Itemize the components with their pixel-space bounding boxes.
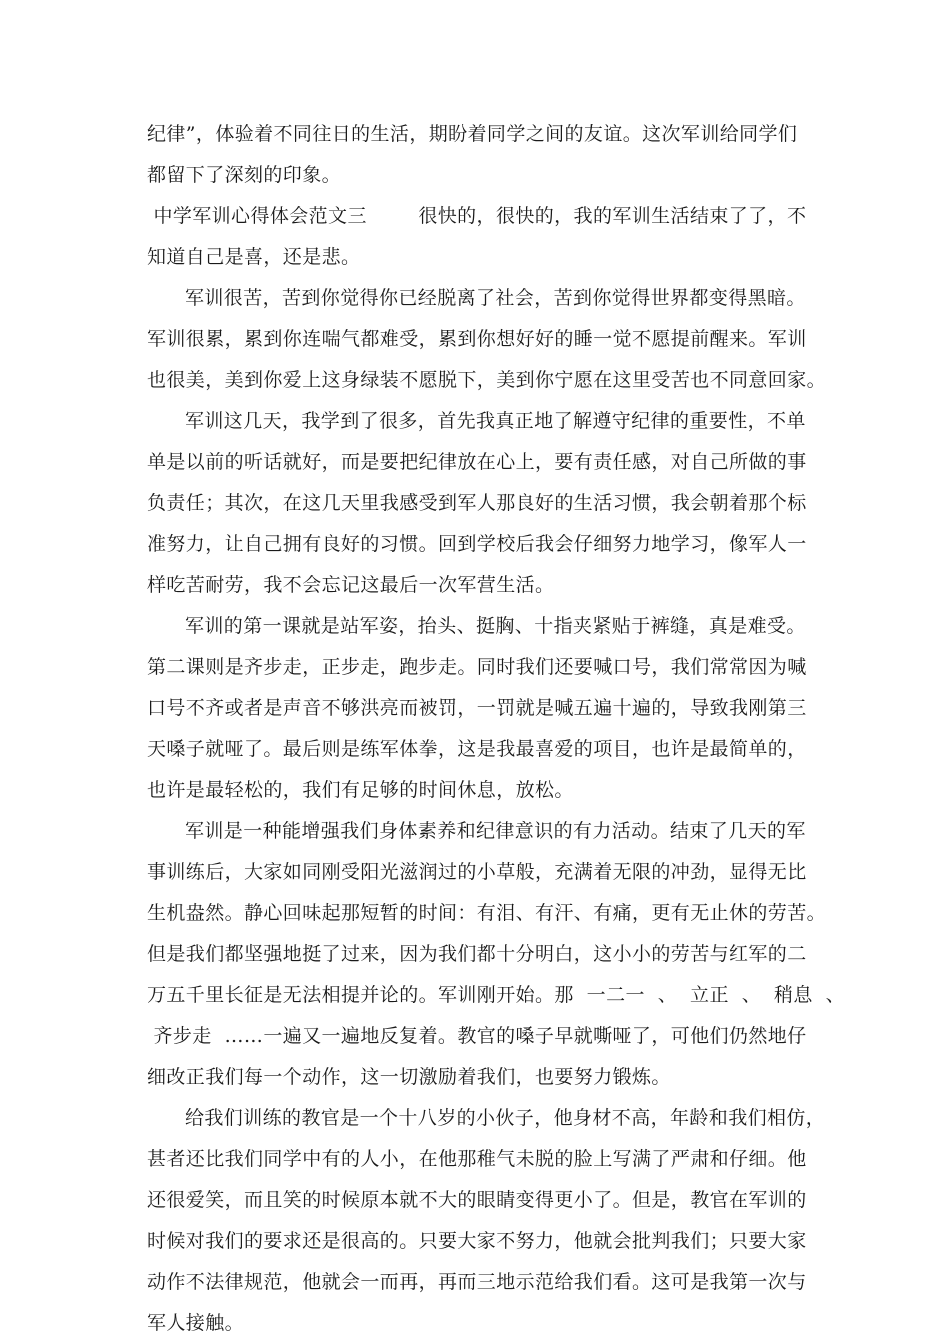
text-line: 也许是最轻松的，我们有足够的时间休息，放松。 [147,779,574,801]
text-line: 但是我们都坚强地挺了过来，因为我们都十分明白，这小小的劳苦与红军的二 [147,943,807,965]
paragraph-start-line: 军训很苦，苦到你觉得你已经脱离了社会，苦到你觉得世界都变得黑暗。 [185,287,806,309]
text-line: 万五千里长征是无法相提并论的。军训刚开始。那 一二一 、 立正 、 稍息 、 [147,984,846,1006]
section-heading-line: 中学军训心得体会范文三 很快的，很快的，我的军训生活结束了了，不 [147,205,807,227]
text-line: 甚者还比我们同学中有的人小，在他那稚气未脱的脸上写满了严肃和仔细。他 [147,1148,807,1170]
text-line: 军训很累，累到你连喘气都难受，累到你想好好的睡一觉不愿提前醒来。军训 [147,328,807,350]
text-line: 还很爱笑，而且笑的时候原本就不大的眼睛变得更小了。但是，教官在军训的 [147,1189,807,1211]
text-line: 知道自己是喜，还是悲。 [147,246,361,268]
text-line: 纪律”，体验着不同往日的生活，期盼着同学之间的友谊。这次军训给同学们 [147,123,798,145]
text-line: 军人接触。 [147,1312,245,1334]
body-text [147,114,846,1344]
text-line: 口号不齐或者是声音不够洪亮而被罚，一罚就是喊五遍十遍的，导致我刚第三 [147,697,807,719]
text-line: 准努力，让自己拥有良好的习惯。回到学校后我会仔细努力地学习，像军人一 [147,533,807,555]
text-line: 单是以前的听话就好，而是要把纪律放在心上，要有责任感，对自己所做的事 [147,451,807,473]
paragraph-start-line: 军训是一种能增强我们身体素养和纪律意识的有力活动。结束了几天的军 [185,820,806,842]
text-line: 也很美，美到你爱上这身绿装不愿脱下，美到你宁愿在这里受苦也不同意回家。 [147,369,827,391]
text-line: 动作不法律规范，他就会一而再，再而三地示范给我们看。这可是我第一次与 [147,1271,807,1293]
paragraph-start-line: 军训这几天，我学到了很多，首先我真正地了解遵守纪律的重要性，不单 [185,410,806,432]
text-line: 负责任；其次，在这几天里我感受到军人那良好的生活习惯，我会朝着那个标 [147,492,807,514]
text-line: 样吃苦耐劳，我不会忘记这最后一次军营生活。 [147,574,555,596]
text-line: 时候对我们的要求还是很高的。只要大家不努力，他就会批判我们；只要大家 [147,1230,807,1252]
paragraph-start-line: 给我们训练的教官是一个十八岁的小伙子，他身材不高，年龄和我们相仿， [185,1107,826,1129]
text-line: 细改正我们每一个动作，这一切激励着我们，也要努力锻炼。 [147,1066,671,1088]
text-line: 都留下了深刻的印象。 [147,164,342,186]
paragraph-start-line: 军训的第一课就是站军姿，抬头、挺胸、十指夹紧贴于裤缝，真是难受。 [185,615,806,637]
text-line: 第二课则是齐步走，正步走，跑步走。同时我们还要喊口号，我们常常因为喊 [147,656,807,678]
text-line: 天嗓子就哑了。最后则是练军体拳，这是我最喜爱的项目，也许是最简单的， [147,738,807,760]
text-line: 齐步走 ……一遍又一遍地反复着。教官的嗓子早就嘶哑了，可他们仍然地仔 [147,1025,807,1047]
text-line: 事训练后，大家如同刚受阳光滋润过的小草般，充满着无限的冲劲，显得无比 [147,861,807,883]
text-line: 生机盎然。静心回味起那短暂的时间：有泪、有汗、有痛，更有无止休的劳苦。 [147,902,827,924]
